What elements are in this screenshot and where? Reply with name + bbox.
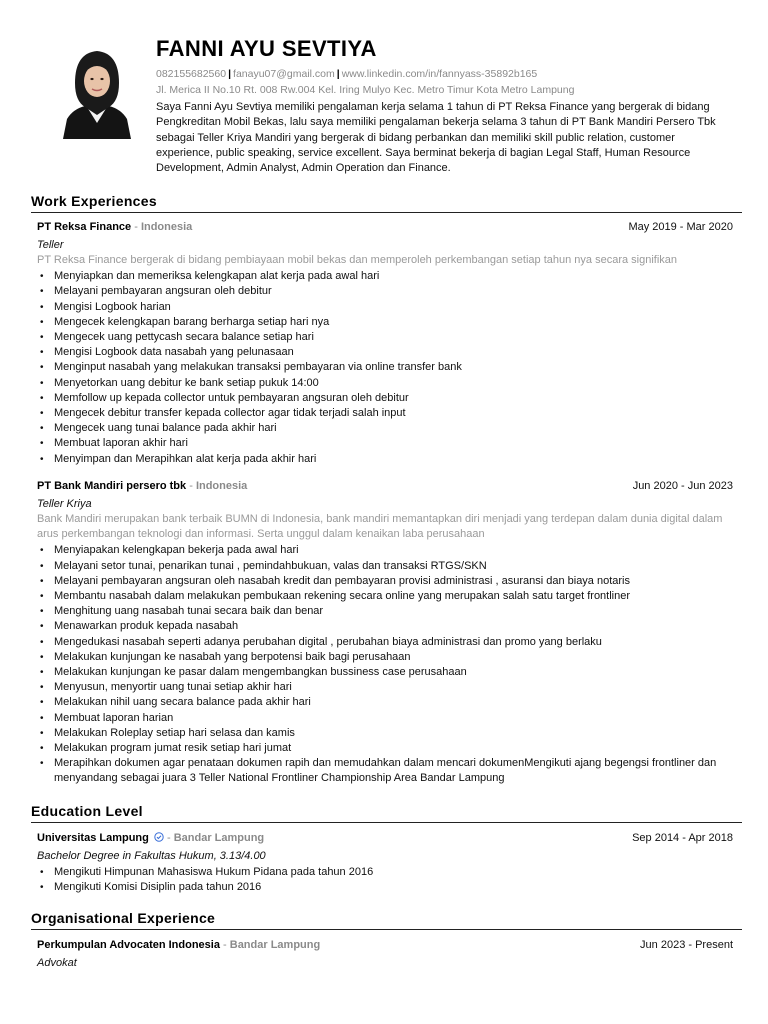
- job-title: Teller Kriya: [37, 498, 92, 510]
- list-item: • Menyusun, menyortir uang tunai setiap akhir hari: [37, 680, 733, 695]
- list-item: • Mengikuti Himpunan Mahasiswa Hukum Pidana pada tahun 2016: [37, 865, 733, 880]
- phone-number[interactable]: 082155682560: [156, 68, 227, 80]
- linkedin-link[interactable]: www.linkedin.com/in/fannyass-35892b165: [341, 68, 538, 80]
- entry-header: Perkumpulan Advocaten Indonesia - Bandar Lampung Jun 2023 - Present: [37, 939, 733, 954]
- work-entry-reksa: [37, 221, 733, 467]
- section-title-work: Work Experiences: [31, 193, 157, 209]
- list-item: • Mengisi Logbook data nasabah yang pelunasaan: [37, 345, 733, 360]
- company-description: PT Reksa Finance bergerak di bidang pembiayaan mobil bekas dan memperoleh perkembangan setiap tahun nya secara signifikan: [37, 254, 678, 266]
- date-range: Jun 2020 - Jun 2023: [632, 480, 733, 492]
- entry-header: Universitas Lampung - Bandar Lampung Sep 2014 - Apr 2018: [37, 832, 733, 847]
- company-location: Indonesia: [140, 221, 193, 233]
- activity-list: [37, 865, 733, 895]
- section-divider: [31, 822, 742, 823]
- list-item: • Menginput nasabah yang melakukan transaksi pembayaran via online transfer bank: [37, 360, 733, 375]
- entry-header: PT Bank Mandiri persero tbk - Indonesia Jun 2020 - Jun 2023: [37, 480, 733, 495]
- list-item: • Membuat laporan harian: [37, 711, 733, 726]
- list-item: • Menyiapakan kelengkapan bekerja pada awal hari: [37, 543, 733, 558]
- list-item: • Melakukan kunjungan ke pasar dalam mengembangkan bussiness case perusahaan: [37, 665, 733, 680]
- work-entry-mandiri: [37, 480, 733, 787]
- list-item: • Mengecek debitur transfer kepada collector agar tidak terjadi salah input: [37, 406, 733, 421]
- list-item: • Merapihkan dokumen agar penataan dokumen rapih dan memudahkan dalam mencari dokumenMengikuti ajang begengsi frontliner dan menyandang sebagai juara 3 Teller National Frontliner Championship Area Bandar Lampung: [37, 756, 733, 786]
- institution-location: Bandar Lampung: [173, 832, 265, 844]
- section-divider: [31, 212, 742, 213]
- institution-name: Universitas Lampung: [37, 832, 149, 844]
- list-item: • Melakukan kunjungan ke nasabah yang berpotensi baik bagi perusahaan: [37, 650, 733, 665]
- address: Jl. Merica II No.10 Rt. 008 Rw.004 Kel. Iring Mulyo Kec. Metro Timur Kota Metro Lampung: [156, 84, 575, 96]
- email-link[interactable]: fanayu07@gmail.com: [233, 68, 335, 80]
- list-item: • Melayani setor tunai, penarikan tunai , pemindahbukuan, valas dan transaksi RTGS/SKN: [37, 559, 733, 574]
- list-item: • Mengisi Logbook harian: [37, 300, 733, 315]
- list-item: • Membuat laporan akhir hari: [37, 436, 733, 451]
- list-item: • Melakukan nihil uang secara balance pada akhir hari: [37, 695, 733, 710]
- organisation-name: Perkumpulan Advocaten Indonesia: [37, 939, 220, 951]
- responsibility-list: [37, 543, 733, 786]
- organisation-entry: [37, 939, 733, 971]
- list-item: • Mengecek uang pettycash secara balance setiap hari: [37, 330, 733, 345]
- profile-photo: [57, 43, 137, 139]
- list-item: • Melayani pembayaran angsuran oleh debitur: [37, 284, 733, 299]
- company-name: PT Bank Mandiri persero tbk: [37, 480, 187, 492]
- responsibility-list: [37, 269, 733, 467]
- date-range: Sep 2014 - Apr 2018: [632, 832, 733, 844]
- date-range: May 2019 - Mar 2020: [628, 221, 733, 233]
- list-item: • Menyimpan dan Merapihkan alat kerja pada akhir hari: [37, 452, 733, 467]
- section-divider: [31, 929, 742, 930]
- organisation-location: Bandar Lampung: [229, 939, 321, 951]
- education-entry: [37, 832, 733, 895]
- list-item: • Mengecek uang tunai balance pada akhir hari: [37, 421, 733, 436]
- contact-line: [156, 68, 537, 80]
- list-item: • Melayani pembayaran angsuran oleh nasabah kredit dan pembayaran provisi administrasi , asuransi dan biaya notaris: [37, 574, 733, 589]
- date-range: Jun 2023 - Present: [640, 939, 733, 951]
- list-item: • Mengikuti Komisi Disiplin pada tahun 2016: [37, 880, 733, 895]
- list-item: • Menawarkan produk kepada nasabah: [37, 619, 733, 634]
- list-item: • Menyiapkan dan memeriksa kelengkapan alat kerja pada awal hari: [37, 269, 733, 284]
- list-item: • Memfollow up kepada collector untuk pembayaran angsuran oleh debitur: [37, 391, 733, 406]
- section-title-education: Education Level: [31, 803, 143, 819]
- company-description: Bank Mandiri merupakan bank terbaik BUMN di Indonesia, bank mandiri memantapkan diri menjadi yang terdepan dalam dunia digital dalam arus perkembangan teknologi dan informasi. Serta unggul dalam kenaikan laba perusahaan: [37, 513, 723, 541]
- separator: |: [228, 68, 232, 80]
- entry-header: PT Reksa Finance - Indonesia May 2019 - Mar 2020: [37, 221, 733, 236]
- section-title-organisation: Organisational Experience: [31, 910, 216, 926]
- list-item: • Mengedukasi nasabah seperti adanya perubahan digital , perubahan biaya administrasi dan promo yang berlaku: [37, 635, 733, 650]
- organisation-role: Advokat: [37, 957, 77, 969]
- degree: Bachelor Degree in Fakultas Hukum, 3.13/4.00: [37, 850, 266, 862]
- list-item: • Menyetorkan uang debitur ke bank setiap pukuk 14:00: [37, 376, 733, 391]
- company-location: Indonesia: [195, 480, 248, 492]
- separator: |: [336, 68, 340, 80]
- company-name: PT Reksa Finance: [37, 221, 132, 233]
- list-item: • Membantu nasabah dalam melakukan pembukaan rekening secara online yang merupakan salah satu target frontliner: [37, 589, 733, 604]
- profile-summary: Saya Fanni Ayu Sevtiya memiliki pengalaman kerja selama 1 tahun di PT Reksa Finance yang bergerak di bidang Pengkreditan Mobil Bekas, lalu saya memiliki pengalaman bekerja selama 3 tahun di PT Bank Mandiri Persero Tbk sebagai Teller Kriya Mandiri yang bergerak di bidang perbankan dan memiliki skill public relation, customer experience, public speaking, service excellent. Saya berminat bekerja di bagian Legal Staff, Human Resource Development, Admin Analyst, Admin Operation dan Finance.: [156, 101, 716, 175]
- job-title: Teller: [37, 239, 64, 251]
- verified-check-icon: [154, 832, 164, 842]
- list-item: • Melakukan Roleplay setiap hari selasa dan kamis: [37, 726, 733, 741]
- candidate-name: FANNI AYU SEVTIYA: [156, 36, 377, 61]
- list-item: • Mengecek kelengkapan barang berharga setiap hari nya: [37, 315, 733, 330]
- list-item: • Melakukan program jumat resik setiap hari jumat: [37, 741, 733, 756]
- list-item: • Menghitung uang nasabah tunai secara baik dan benar: [37, 604, 733, 619]
